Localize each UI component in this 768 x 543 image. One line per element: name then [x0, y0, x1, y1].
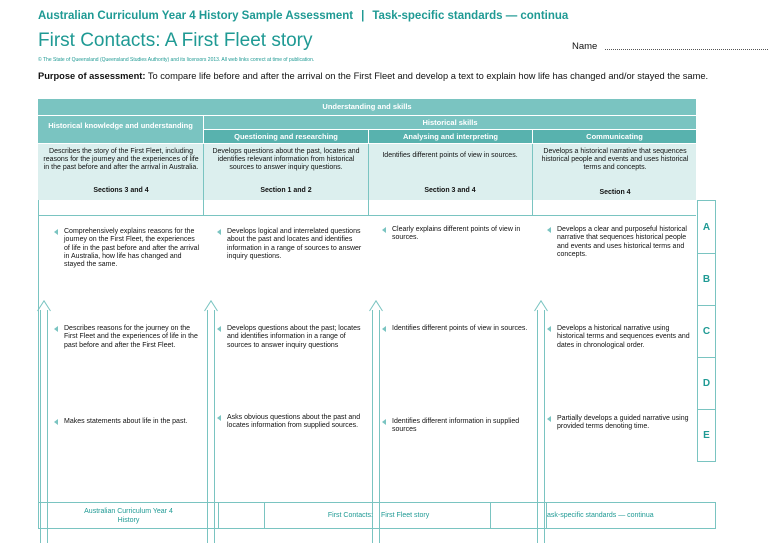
marker-icon: [54, 419, 58, 425]
marker-icon: [382, 227, 386, 233]
marker-icon: [217, 326, 221, 332]
marker-icon: [382, 326, 386, 332]
criterion-knowledge-a: Comprehensively explains reasons for the journey on the First Fleet, the experiences of life in the past before and after the arrival in Australia, how life has changed and stayed the same.: [64, 228, 200, 269]
descriptor-analysing: Identifies different points of view in sources.: [382, 152, 518, 159]
criterion-questioning-e: Asks obvious questions about the past and locates information from supplied sources.: [227, 414, 365, 431]
footer-standards: ask-specific standards — continua: [547, 512, 654, 519]
grade-a: A: [697, 200, 716, 254]
grade-b: B: [697, 254, 716, 306]
divider: [203, 200, 204, 215]
purpose-label: Purpose of assessment:: [38, 71, 146, 81]
marker-icon: [217, 229, 221, 235]
marker-icon: [547, 326, 551, 332]
curriculum-label: Australian Curriculum Year 4 History Sample Assessment: [38, 10, 354, 22]
purpose-statement: [38, 70, 738, 82]
doc-header: [38, 10, 568, 22]
marker-icon: [217, 415, 221, 421]
section-ref-communicating: Section 4: [599, 189, 631, 196]
divider: [368, 200, 369, 215]
footer-title-right: First Fleet story: [377, 503, 491, 528]
purpose-text: To compare life before and after the arrival on the First Fleet and develop a text to explain how life has changed and/or stayed the same.: [145, 71, 709, 81]
historical-skills-header: Historical skills: [204, 116, 696, 129]
marker-icon: [54, 326, 58, 332]
section-ref-analysing: Section 3 and 4: [424, 187, 476, 194]
criterion-communicating-c: Develops a historical narrative using historical terms and sequences events and dates in chronological order.: [557, 325, 693, 350]
page-footer: [38, 502, 716, 529]
communicating-header: Communicating: [533, 130, 696, 143]
criterion-questioning-a: Develops logical and interrelated questions about the past and locates and identifies information in a range of sources to answer inquiry questions.: [227, 228, 365, 261]
divider: [532, 144, 533, 200]
grade-c: C: [697, 306, 716, 358]
marker-icon: [54, 229, 58, 235]
criterion-knowledge-c: Describes reasons for the journey on the First Fleet and the experiences of life in the past before and after the First Fleet.: [64, 325, 200, 350]
criterion-analysing-c: Identifies different points of view in sources.: [392, 325, 528, 333]
divider: [203, 144, 204, 200]
criterion-questioning-c: Develops questions about the past; locates and identifies information in a range of sources to answer inquiry questions: [227, 325, 365, 350]
marker-icon: [382, 419, 386, 425]
footer-blank: [491, 503, 547, 528]
page-title: First Contacts: A First Fleet story: [38, 30, 313, 51]
header-separator: |: [361, 10, 365, 22]
section-ref-questioning: Section 1 and 2: [260, 187, 312, 194]
name-field[interactable]: [605, 44, 768, 50]
header-subtitle: Task-specific standards — continua: [372, 10, 569, 22]
questioning-researching-header: Questioning and researching: [204, 130, 368, 143]
criterion-knowledge-e: Makes statements about life in the past.: [64, 418, 200, 426]
marker-icon: [547, 416, 551, 422]
understanding-skills-header: Understanding and skills: [38, 99, 696, 115]
copyright-notice: © The State of Queensland (Queensland Studies Authority) and its licensors 2013. All web links correct at time of publication.: [38, 57, 315, 63]
divider: [368, 144, 369, 200]
criterion-communicating-e: Partially develops a guided narrative using provided terms denoting time.: [557, 415, 693, 432]
footer-blank: [219, 503, 265, 528]
divider: [532, 200, 533, 215]
analysing-interpreting-header: Analysing and interpreting: [369, 130, 532, 143]
footer-curriculum: Australian Curriculum Year 4 History: [39, 503, 219, 528]
criterion-communicating-a: Develops a clear and purposeful historical narrative that sequences historical people and events and uses historical terms and concepts.: [557, 226, 693, 259]
descriptor-knowledge: Describes the story of the First Fleet, including reasons for the journey and the experiences of life in the past before and after the arrival in Australia.: [43, 148, 199, 172]
marker-icon: [547, 227, 551, 233]
grade-e: E: [697, 410, 716, 462]
divider: [38, 215, 696, 216]
descriptor-communicating: Develops a historical narrative that sequences historical people and events and uses historical terms and concepts.: [541, 148, 689, 172]
descriptor-questioning: Develops questions about the past, locates and identifies relevant information from historical sources to answer inquiry questions.: [212, 148, 360, 172]
criterion-analysing-e: Identifies different information in supplied sources: [392, 418, 528, 435]
grade-d: D: [697, 358, 716, 410]
knowledge-understanding-header: Historical knowledge and understanding: [38, 116, 203, 143]
footer-title-left: First Contacts:: [327, 512, 373, 519]
name-label: Name: [572, 41, 598, 52]
criterion-analysing-a: Clearly explains different points of view in sources.: [392, 226, 528, 243]
section-ref-knowledge: Sections 3 and 4: [93, 187, 149, 194]
